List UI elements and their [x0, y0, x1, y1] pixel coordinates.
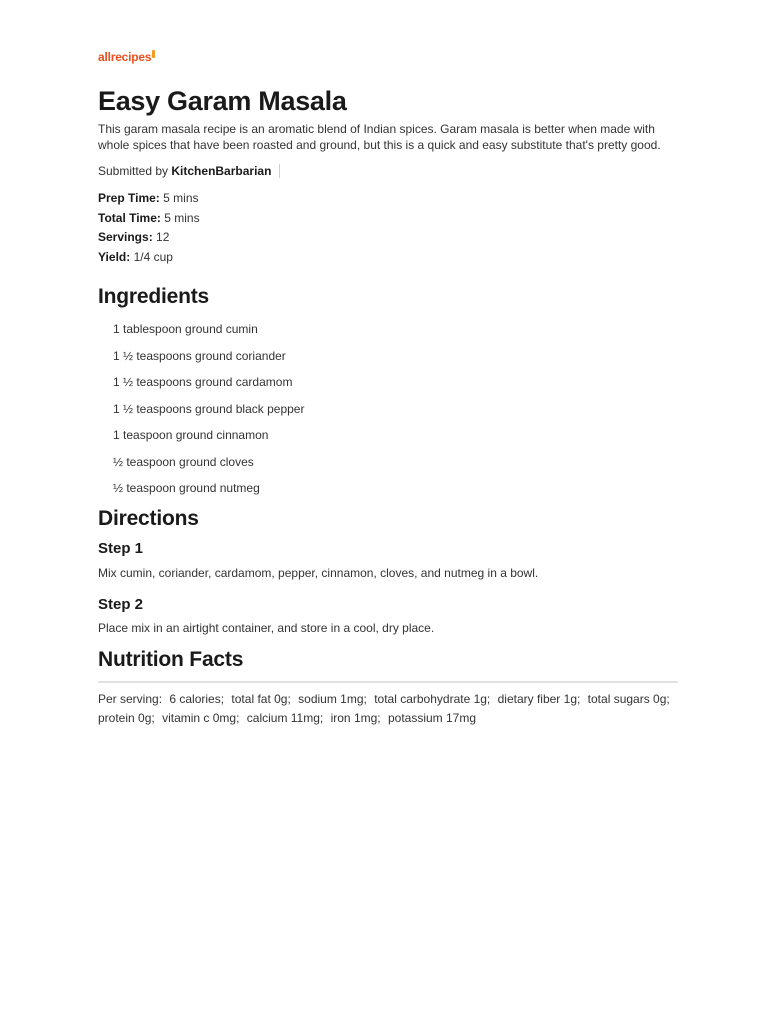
nutrition-item: total fat 0g;	[231, 692, 291, 706]
submitted-prefix: Submitted by	[98, 164, 169, 178]
yield-label: Yield:	[98, 249, 131, 264]
ingredient-item: 1 ½ teaspoons ground coriander	[113, 348, 286, 363]
step-2-text: Place mix in an airtight container, and store in a cool, dry place.	[98, 621, 435, 635]
submitted-by	[98, 164, 280, 178]
recipe-description: This garam masala recipe is an aromatic blend of Indian spices. Garam masala is better when made with whole spices that have been roasted and ground, but this is a quick and easy substitute that's pretty good.	[98, 122, 661, 152]
nutrition-item: vitamin c 0mg;	[162, 711, 240, 725]
step-1-text: Mix cumin, coriander, cardamom, pepper, cinnamon, cloves, and nutmeg in a bowl.	[98, 566, 539, 580]
byline-divider	[279, 164, 280, 178]
ingredient-item: ½ teaspoon ground cloves	[113, 454, 254, 469]
yield-row	[98, 248, 200, 268]
nutrition-item: potassium 17mg	[387, 711, 477, 725]
total-time-row	[98, 209, 200, 229]
ingredients-heading: Ingredients	[98, 285, 209, 308]
author-name[interactable]: KitchenBarbarian	[171, 164, 272, 178]
prep-time-row	[98, 189, 200, 209]
nutrition-item: dietary fiber 1g;	[497, 692, 581, 706]
recipe-title: Easy Garam Masala	[98, 86, 347, 116]
total-time-label: Total Time:	[98, 210, 161, 225]
ingredient-item: 1 ½ teaspoons ground black pepper	[113, 401, 305, 416]
prep-time-label: Prep Time:	[98, 191, 160, 205]
step-1-heading: Step 1	[98, 540, 144, 557]
nutrition-item: sodium 1mg;	[298, 692, 367, 706]
directions-heading: Directions	[98, 507, 199, 530]
nutrition-item: 6 calories;	[169, 692, 225, 706]
ingredient-item: 1 tablespoon ground cumin	[113, 322, 258, 336]
nutrition-heading: Nutrition Facts	[98, 648, 244, 671]
nutrition-summary	[98, 690, 678, 728]
nutrition-item: calcium 11mg;	[246, 711, 324, 725]
step-2-heading: Step 2	[98, 596, 144, 613]
ingredient-item: ½ teaspoon ground nutmeg	[113, 481, 260, 495]
logo-flame-icon	[152, 50, 155, 58]
nutrition-divider	[98, 681, 678, 683]
nutrition-prefix: Per serving:	[98, 692, 163, 706]
total-time-value: 5 mins	[164, 210, 200, 225]
nutrition-item: protein 0g;	[98, 711, 155, 725]
ingredient-item: 1 teaspoon ground cinnamon	[113, 428, 269, 442]
servings-label: Servings:	[98, 230, 153, 244]
servings-row	[98, 228, 200, 248]
recipe-meta	[98, 189, 200, 267]
ingredients-list	[113, 322, 304, 508]
allrecipes-logo[interactable]	[98, 50, 155, 64]
prep-time-value: 5 mins	[163, 191, 199, 205]
nutrition-item: iron 1mg;	[330, 711, 381, 725]
nutrition-item: total carbohydrate 1g;	[374, 692, 491, 706]
logo-text: allrecipes	[98, 50, 152, 64]
servings-value: 12	[156, 230, 170, 244]
ingredient-item: 1 ½ teaspoons ground cardamom	[113, 375, 293, 389]
nutrition-item: total sugars 0g;	[587, 692, 670, 706]
yield-value: 1/4 cup	[133, 249, 173, 264]
